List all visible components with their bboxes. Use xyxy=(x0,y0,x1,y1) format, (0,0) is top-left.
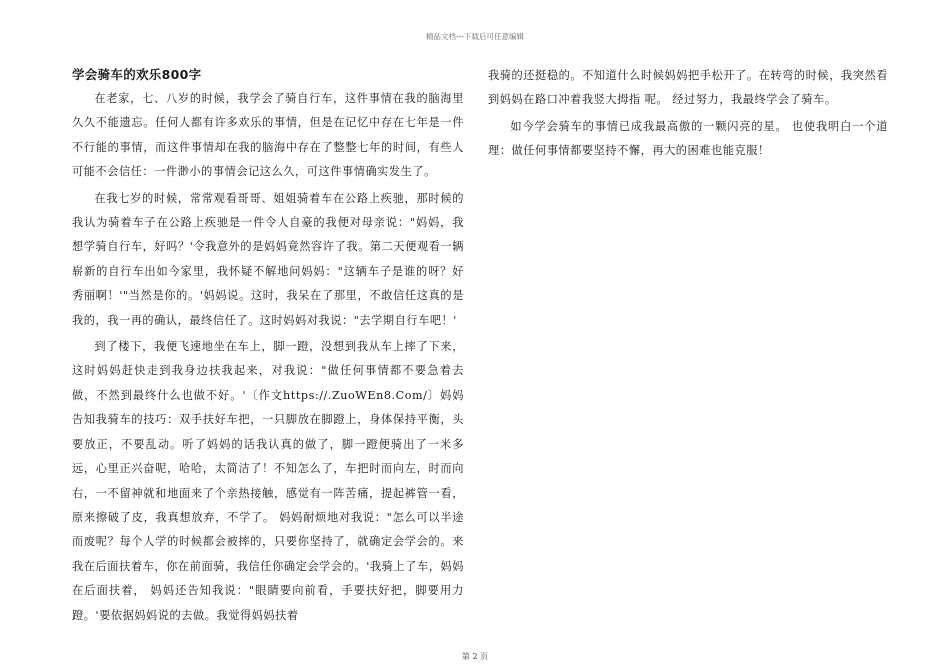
page-header: 精品文档---下载后可任意编辑 xyxy=(425,32,525,41)
paragraph: 如今学会骑车的事情已成我最高傲的一颗闪亮的星。 也使我明白一个道理：做任何事情都要坚持不懈，再大的困难也能克服！ xyxy=(488,119,888,158)
right-column xyxy=(488,64,888,164)
paragraph: 我骑的还挺稳的。不知道什么时候妈妈把手松开了。在转弯的时候，我突然看到妈妈在路口冲着我竖大拇指 呢。 经过努力，我最终学会了骑车。 xyxy=(488,69,888,107)
left-column xyxy=(72,64,464,628)
paragraph: 在老家，七、八岁的时候，我学会了骑自行车，这件事情在我的脑海里久久不能遗忘。任何人都有许多欢乐的事情，但是在记忆中存在七年是一件不行能的事情，而这件事情却在我的脑海中存在了整整七年的时间，有些人可能不会信任：一件渺小的事情会记这么久，可这件事情确实发生了。 xyxy=(72,92,464,179)
paragraph: 在我七岁的时候，常常观看哥哥、姐姐骑着车在公路上疾驰，那时候的我认为骑着车子在公路上疾驰是一件令人自豪的我便对母亲说："妈妈，我想学骑自行车，好吗？'令我意外的是妈妈竟然容许了我。第二天便观看一辆崭新的自行车出如今家里，我怀疑不解地问妈妈："这辆车子是谁的呀？好秀丽啊！'"当然是你的。'妈妈说。这时，我呆在了那里，不敢信任这真的是我的，我一再的确认，最终信任了。这时妈妈对我说："去学期自行车吧！' xyxy=(72,191,464,327)
article-title: 学会骑车的欢乐800字 xyxy=(72,67,202,82)
paragraph: 到了楼下，我便飞速地坐在车上，脚一蹬，没想到我从车上摔了下来，这时妈妈赶快走到我身边扶我起来，对我说："做任何事情都不要急着去做，不然到最终什么也做不好。'〔作文https://.ZuoWEn8.Com/〕妈妈告知我骑车的技巧：双手扶好车把，一只脚放在脚蹬上，身体保持平衡，头要放正，不要乱动。听了妈妈的话我认真的做了，脚一蹬便骑出了一米多远，心里正兴奋呢，哈哈，太简洁了！不知怎么了，车把时而向左，时而向右，一不留神就和地面来了个亲热接触，感觉有一阵苦痛，提起裤管一看，原来擦破了皮，我真想放弃，不学了。 妈妈耐烦地对我说："怎么可以半途而废呢？每个人学的时候都会被摔的，只要你坚持了，就确定会学会的。来我在后面扶着车，你在前面骑，我信任你确定会学会的。'我骑上了车，妈妈在后面扶着， 妈妈还告知我说："眼睛要向前看，手要扶好把，脚要用力蹬。'要依据妈妈说的去做。我觉得妈妈扶着 xyxy=(72,340,464,622)
page-number: 第 2 页 xyxy=(461,652,489,661)
